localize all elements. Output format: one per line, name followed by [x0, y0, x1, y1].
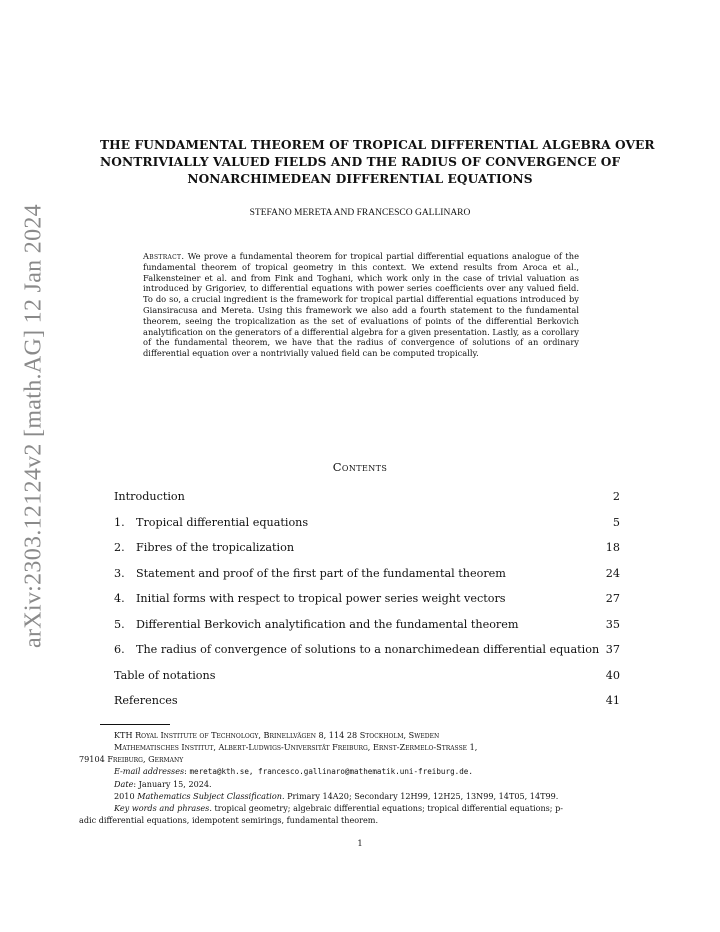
toc-entry-title	[114, 490, 185, 503]
msc-value: Primary 14A20; Secondary 12H99, 12H25, 13N99, 14T05, 14T99.	[287, 791, 559, 801]
abstract	[143, 251, 579, 359]
keywords-value: tropical geometry; algebraic differential equations; tropical differential equations; p-	[214, 803, 564, 813]
toc-page-number: 2	[612, 490, 620, 503]
toc-entry-title	[114, 567, 506, 580]
arxiv-identifier-stamp: arXiv:2303.12124v2 [math.AG] 12 Jan 2024	[20, 204, 47, 648]
email-values: mereta@kth.se, francesco.gallinaro@mathematik.uni-freiburg.de.	[189, 767, 473, 776]
keywords-label: Key words and phrases.	[114, 803, 212, 813]
table-of-contents	[114, 490, 620, 720]
affiliation-kth: KTH Royal Institute of Technology, Brinellvägen 8, 114 28 Stockholm, Sweden	[114, 730, 440, 740]
toc-entry[interactable]	[114, 592, 620, 618]
toc-page-number: 27	[605, 592, 620, 605]
contents-heading: Contents	[332, 460, 388, 474]
toc-entry-title	[114, 516, 308, 529]
toc-section-title: References	[114, 694, 178, 707]
toc-section-title: Introduction	[114, 490, 185, 503]
keywords-line	[100, 802, 620, 814]
toc-entry[interactable]	[114, 618, 620, 644]
toc-page-number: 18	[605, 541, 620, 554]
toc-section-title: The radius of convergence of solutions to a nonarchimedean differential equation	[136, 643, 600, 656]
paper-title	[100, 137, 655, 188]
toc-section-number: 6.	[114, 643, 125, 656]
date-value: January 15, 2024.	[138, 779, 212, 789]
title-line: THE FUNDAMENTAL THEOREM OF TROPICAL DIFFERENTIAL ALGEBRA OVER	[100, 138, 655, 152]
toc-section-title: Tropical differential equations	[136, 515, 309, 529]
toc-page-number: 35	[605, 617, 620, 631]
toc-entry[interactable]	[114, 516, 620, 542]
date-line: Date: January 15, 2024.	[114, 779, 212, 789]
keywords-line-cont: adic differential equations, idempotent semirings, fundamental theorem.	[79, 815, 379, 825]
footnote-rule	[100, 724, 170, 725]
toc-page-number: 24	[605, 566, 620, 580]
toc-entry-title	[114, 643, 599, 656]
author-list: STEFANO MERETA AND FRANCESCO GALLINARO	[249, 208, 471, 218]
toc-section-title: Table of notations	[114, 668, 216, 682]
toc-section-number: 2.	[114, 541, 125, 554]
msc-label: Mathematics Subject Classification.	[137, 791, 285, 801]
toc-section-title: Differential Berkovich analytification and the fundamental theorem	[136, 617, 519, 631]
title-line: NONARCHIMEDEAN DIFFERENTIAL EQUATIONS	[187, 172, 533, 186]
toc-section-title: Statement and proof of the first part of the fundamental theorem	[136, 566, 506, 580]
toc-entry-title	[114, 618, 519, 631]
email-addresses: E-mail addresses: mereta@kth.se, francesco.gallinaro@mathematik.uni-freiburg.de.	[114, 766, 473, 776]
page-number: 1	[357, 838, 363, 848]
toc-entry[interactable]	[114, 567, 620, 593]
toc-page-number: 37	[605, 643, 620, 656]
toc-section-title: Initial forms with respect to tropical power series weight vectors	[136, 592, 506, 605]
msc-line	[100, 790, 620, 802]
toc-section-number: 1.	[114, 515, 125, 529]
toc-entry[interactable]	[114, 643, 620, 669]
footnotes	[79, 729, 620, 826]
toc-entry-title	[114, 694, 178, 707]
toc-page-number: 40	[605, 668, 620, 682]
toc-page-number: 5	[612, 515, 620, 529]
toc-section-number: 4.	[114, 592, 125, 605]
toc-section-title: Fibres of the tropicalization	[136, 541, 295, 554]
affiliation-freiburg: Mathematisches Institut, Albert-Ludwigs-Universität Freiburg, Ernst-Zermelo-Strasse 1,	[114, 742, 478, 752]
toc-section-number: 5.	[114, 617, 125, 631]
email-label: E-mail addresses	[114, 766, 185, 776]
toc-entry[interactable]	[114, 541, 620, 567]
toc-section-number: 3.	[114, 566, 125, 580]
affiliation-freiburg-cont: 79104 Freiburg, Germany	[79, 754, 184, 764]
abstract-text: We prove a fundamental theorem for tropical partial differential equations analogue of the fundamental theorem of tropical geometry in this context. We extend results from Aroca et al., Falkensteiner et al. and from Fink and Toghani, which work only in the case of trivial valuation as introduced by Grigoriev, to differential equations with power series coefficients over any valued field. To do so, a crucial ingredient is the framework for tropical partial differential equations introduced by Giansiracusa and Mereta. Using this framework we also add a fourth statement to the fundamental theorem, seeing the tropicalization as the set of evaluations of points of the differential Berkovich analytification on the generators of a differential algebra for a given presentation. Lastly, as a corollary of the fundamental theorem, we have that the radius of convergence of solutions of an ordinary differential equation over a nontrivially valued field can be computed tropically.	[143, 251, 580, 359]
title-line: NONTRIVIALLY VALUED FIELDS AND THE RADIUS OF CONVERGENCE OF	[100, 155, 621, 169]
toc-entry-title	[114, 669, 215, 682]
toc-entry-title	[114, 541, 294, 554]
toc-entry[interactable]	[114, 694, 620, 720]
toc-page-number: 41	[605, 694, 620, 707]
date-label: Date	[114, 779, 134, 789]
toc-entry-title	[114, 592, 506, 605]
toc-entry[interactable]	[114, 490, 620, 516]
msc-prefix: 2010	[114, 791, 135, 801]
toc-entry[interactable]	[114, 669, 620, 695]
abstract-label: Abstract.	[143, 251, 185, 261]
